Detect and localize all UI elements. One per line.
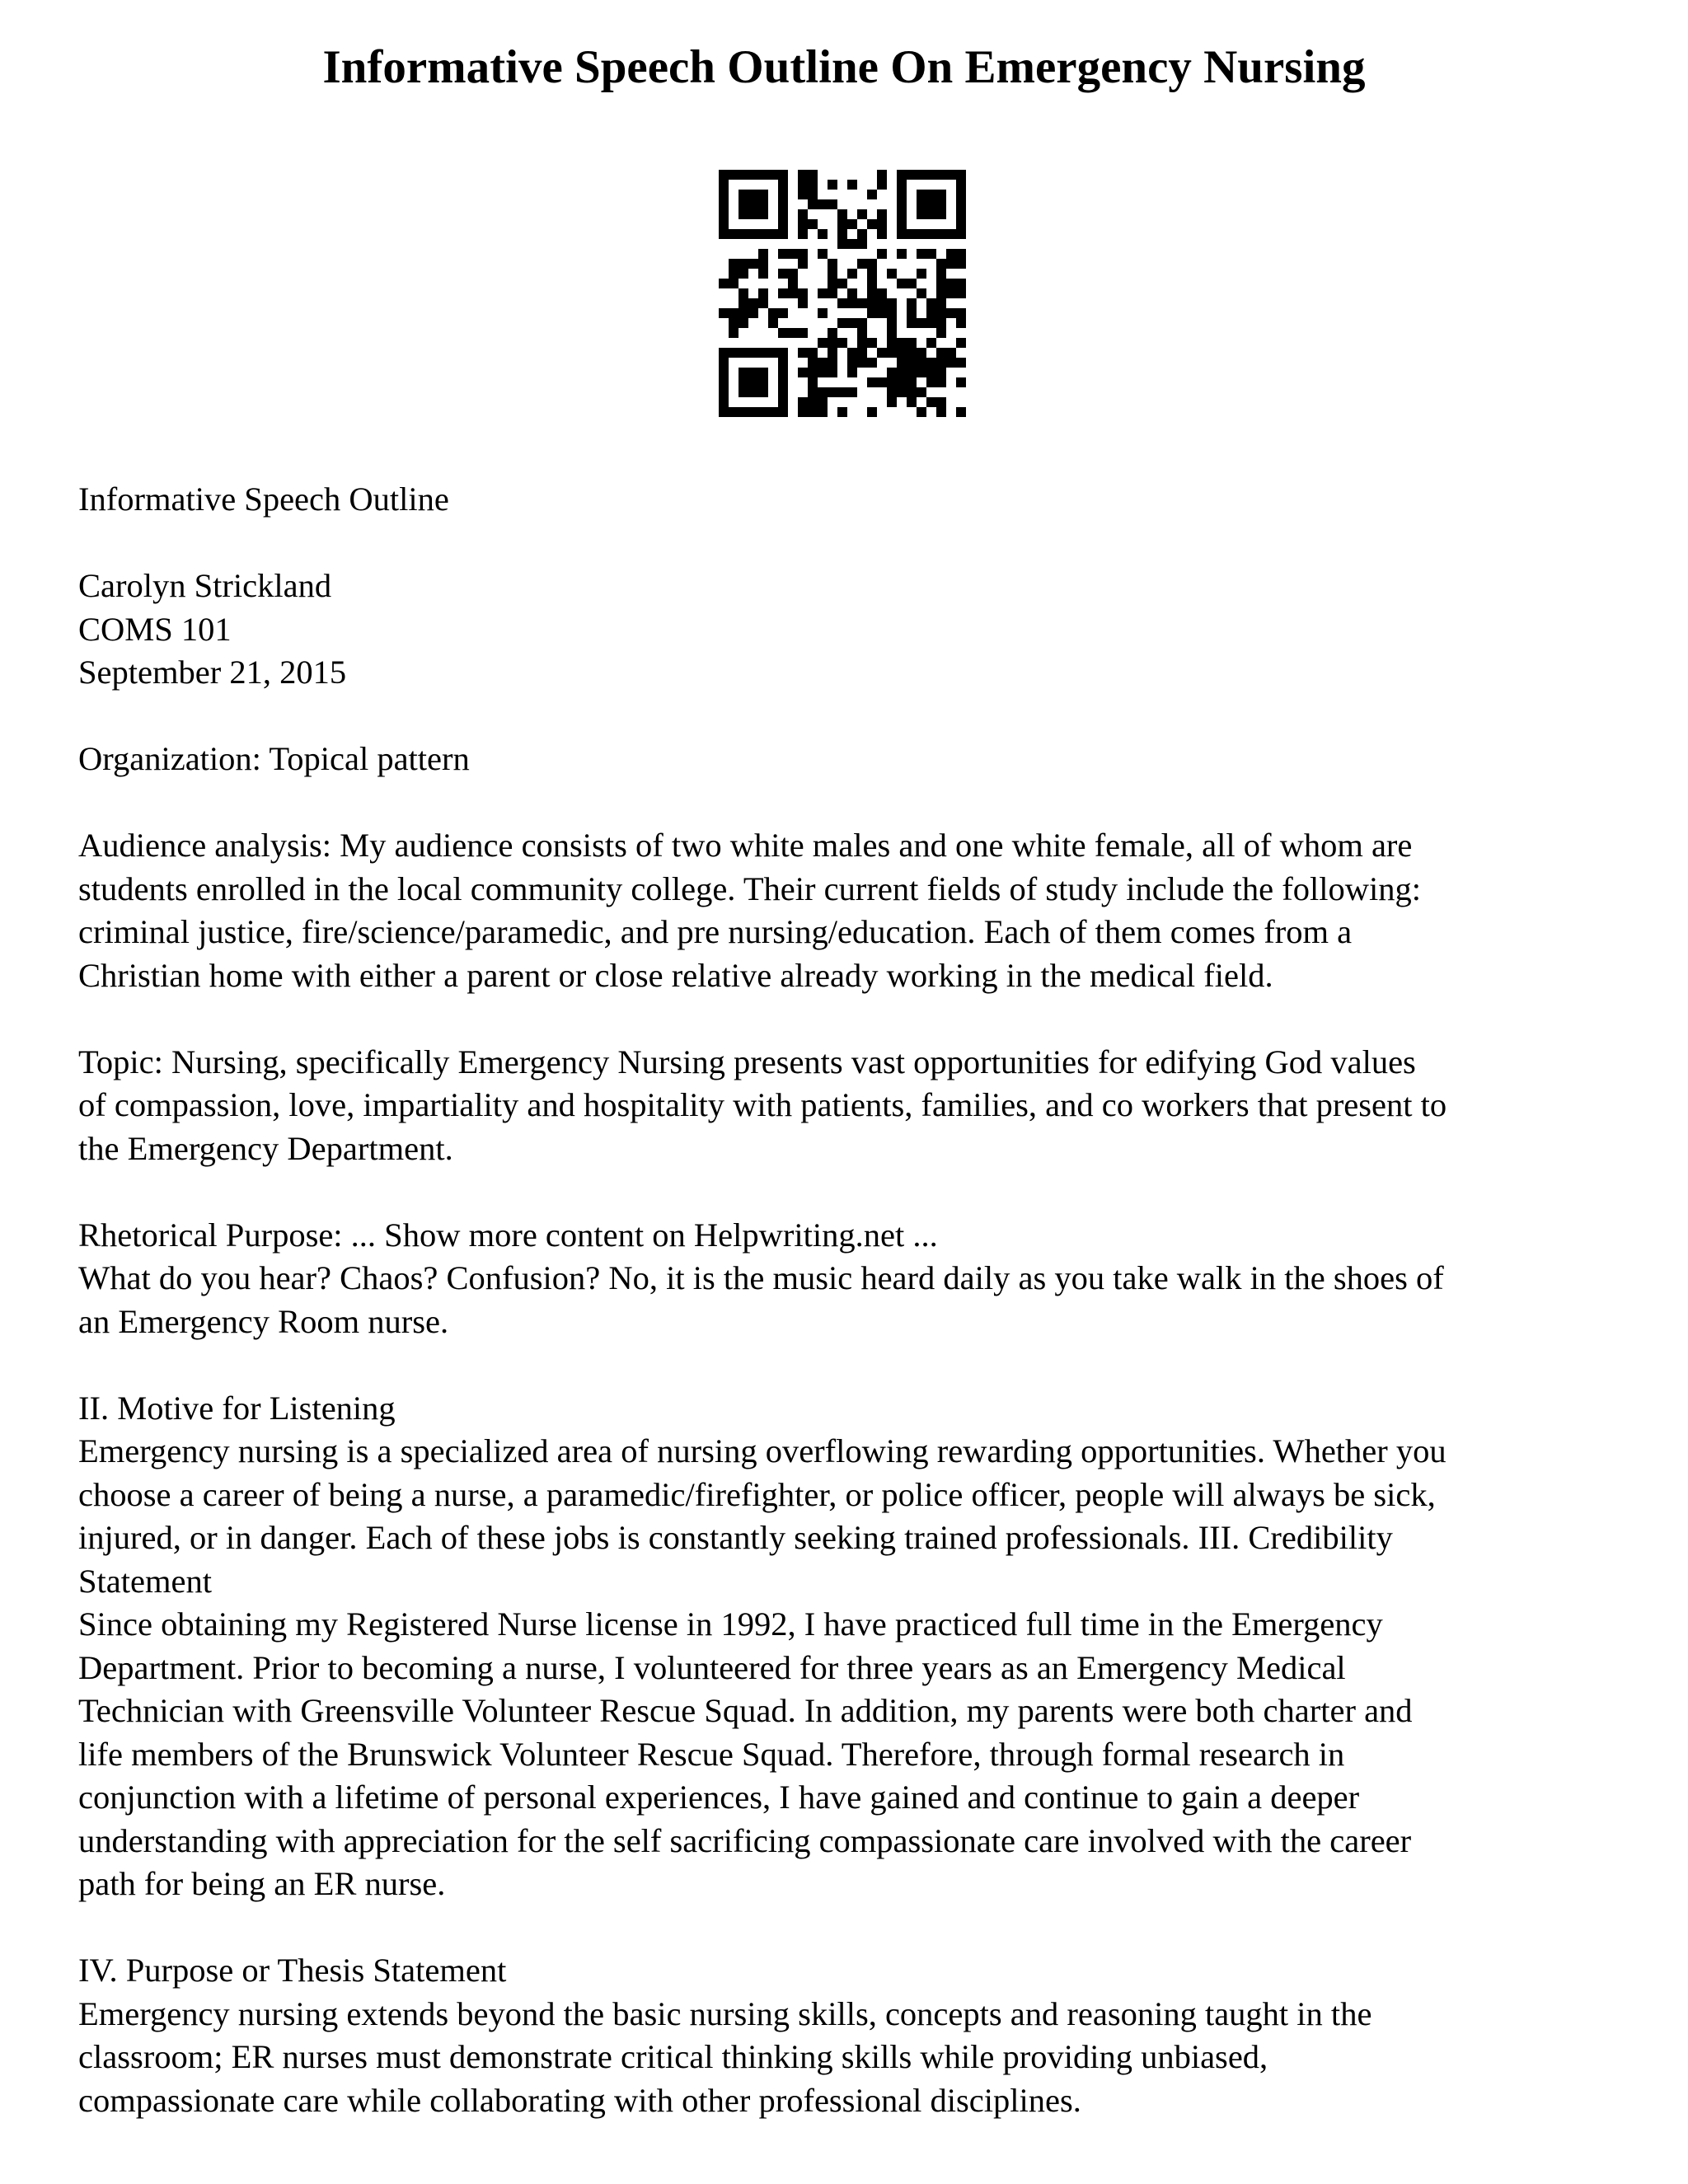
paragraph: Organization: Topical pattern bbox=[78, 740, 470, 777]
paragraph-gap bbox=[78, 997, 1628, 1041]
paragraph-gap bbox=[78, 1343, 1628, 1387]
paragraph: II. Motive for Listening bbox=[78, 1389, 396, 1427]
paragraph-gap bbox=[78, 781, 1628, 825]
paragraph-gap bbox=[78, 695, 1628, 738]
paragraph-gap bbox=[78, 1906, 1628, 1950]
paragraph: Since obtaining my Registered Nurse license in 1992, I have practiced full time in the Emergency Department. Prior to becoming a nurse, I volunteered for three years as an Emergency Medical Technician with Greensville Volunteer Rescue Squad. In addition, my parents were both charter and life members of the Brunswick Volunteer Rescue Squad. Therefore, through formal research in conjunction with a lifetime of personal experiences, I have gained and continue to gain a deeper understanding with appreciation for the self sacrificing compassionate care involved with the career path for being an ER nurse. bbox=[78, 1605, 1413, 1902]
paragraph: Topic: Nursing, specifically Emergency Nursing presents vast opportunities for edifying God values of compassion, love, impartiality and hospitality with patients, families, and co workers that present to the Emergency Department. bbox=[78, 1043, 1447, 1167]
paragraph: IV. Purpose or Thesis Statement bbox=[78, 1952, 507, 1989]
paragraph: September 21, 2015 bbox=[78, 654, 347, 691]
qr-code-icon bbox=[719, 170, 966, 417]
paragraph: Carolyn Strickland bbox=[78, 567, 332, 604]
paragraph: Emergency nursing extends beyond the basic nursing skills, concepts and reasoning taught in the classroom; ER nurses must demonstrate critical thinking skills while providing unbiased, compassionate care while collaborating with other professional disciplines. bbox=[78, 1994, 1372, 2119]
paragraph: Informative Speech Outline bbox=[78, 480, 449, 518]
paragraph: Emergency nursing is a specialized area of nursing overflowing rewarding opportunities. Whether you choose a career of being a nurse, a paramedic/firefighter, or police officer, people will always be sick, injured, or in danger. Each of these jobs is constantly seeking trained professionals. III. Credibility Statement bbox=[78, 1432, 1447, 1600]
paragraph: What do you hear? Chaos? Confusion? No, it is the music heard daily as you take walk in the shoes of an Emergency Room nurse. bbox=[78, 1259, 1444, 1340]
document-title: Informative Speech Outline On Emergency Nursing bbox=[322, 41, 1366, 93]
paragraph: COMS 101 bbox=[78, 610, 232, 648]
paragraph-gap bbox=[78, 522, 1628, 565]
paragraph-gap bbox=[78, 1170, 1628, 1214]
paragraph: Rhetorical Purpose: ... Show more content on Helpwriting.net ... bbox=[78, 1216, 938, 1254]
paragraph: Audience analysis: My audience consists of two white males and one white female, all of whom are students enrolled in the local community college. Their current fields of study include the following: criminal justice, fire/science/paramedic, and pre nursing/education. Each of them comes from a Christian home with either a parent or close relative already working in the medical field. bbox=[78, 827, 1421, 994]
document-body bbox=[78, 478, 1628, 2122]
